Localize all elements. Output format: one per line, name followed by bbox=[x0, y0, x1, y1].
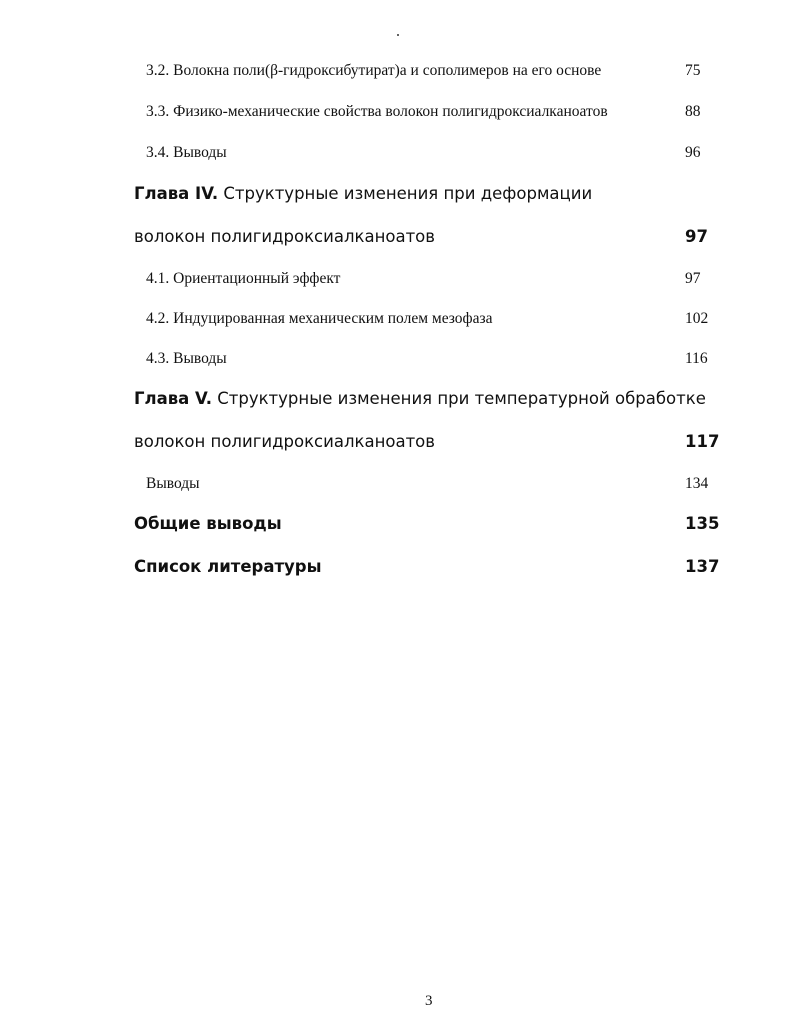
toc-entry-3-4[interactable] bbox=[0, 144, 799, 174]
toc-general-conclusions[interactable] bbox=[0, 514, 799, 544]
chapter-page: 117 bbox=[685, 432, 720, 451]
section-title: Общие выводы bbox=[134, 514, 282, 533]
scan-speck bbox=[397, 34, 399, 36]
toc-entry-page: 116 bbox=[685, 350, 708, 367]
chapter-label: Глава IV. bbox=[134, 184, 219, 203]
toc-entry-4-3[interactable] bbox=[0, 350, 799, 380]
toc-chapter-5-heading[interactable] bbox=[0, 389, 799, 419]
toc-entry-3-3[interactable] bbox=[0, 103, 799, 133]
toc-entry-title: 3.2. Волокна поли(β-гидроксибутират)а и сополимеров на его основе bbox=[146, 62, 602, 79]
chapter-title-line1: Структурные изменения при температурной обработке bbox=[217, 389, 706, 408]
toc-entry-5-conclusions[interactable] bbox=[0, 475, 799, 505]
chapter-title-line2: волокон полигидроксиалканоатов bbox=[134, 227, 435, 246]
toc-entry-page: 75 bbox=[685, 62, 701, 79]
toc-entry-title: Выводы bbox=[146, 475, 200, 492]
page-number: 3 bbox=[425, 993, 433, 1009]
toc-entry-title: 4.1. Ориентационный эффект bbox=[146, 270, 341, 287]
chapter-page: 97 bbox=[685, 227, 708, 246]
chapter-label: Глава V. bbox=[134, 389, 212, 408]
chapter-title-line2: волокон полигидроксиалканоатов bbox=[134, 432, 435, 451]
toc-entry-title: 4.2. Индуцированная механическим полем мезофаза bbox=[146, 310, 493, 327]
toc-entry-4-2[interactable] bbox=[0, 310, 799, 340]
chapter-title-line1: Структурные изменения при деформации bbox=[223, 184, 593, 203]
toc-entry-4-1[interactable] bbox=[0, 270, 799, 300]
toc-entry-page: 88 bbox=[685, 103, 701, 120]
toc-entry-page: 96 bbox=[685, 144, 701, 161]
chapter-heading-line bbox=[134, 389, 706, 408]
toc-entry-page: 102 bbox=[685, 310, 709, 327]
toc-entry-3-2[interactable] bbox=[0, 62, 799, 92]
toc-entry-title: 4.3. Выводы bbox=[146, 350, 227, 367]
toc-chapter-4-continuation[interactable] bbox=[0, 227, 799, 257]
section-page: 137 bbox=[685, 557, 720, 576]
chapter-heading-line bbox=[134, 184, 592, 203]
toc-chapter-5-continuation[interactable] bbox=[0, 432, 799, 462]
toc-references[interactable] bbox=[0, 557, 799, 587]
section-title: Список литературы bbox=[134, 557, 322, 576]
section-page: 135 bbox=[685, 514, 720, 533]
toc-chapter-4-heading[interactable] bbox=[0, 184, 799, 214]
toc-entry-title: 3.4. Выводы bbox=[146, 144, 227, 161]
toc-entry-title: 3.3. Физико-механические свойства волокон полигидроксиалканоатов bbox=[146, 103, 608, 120]
toc-entry-page: 134 bbox=[685, 475, 709, 492]
toc-entry-page: 97 bbox=[685, 270, 701, 287]
